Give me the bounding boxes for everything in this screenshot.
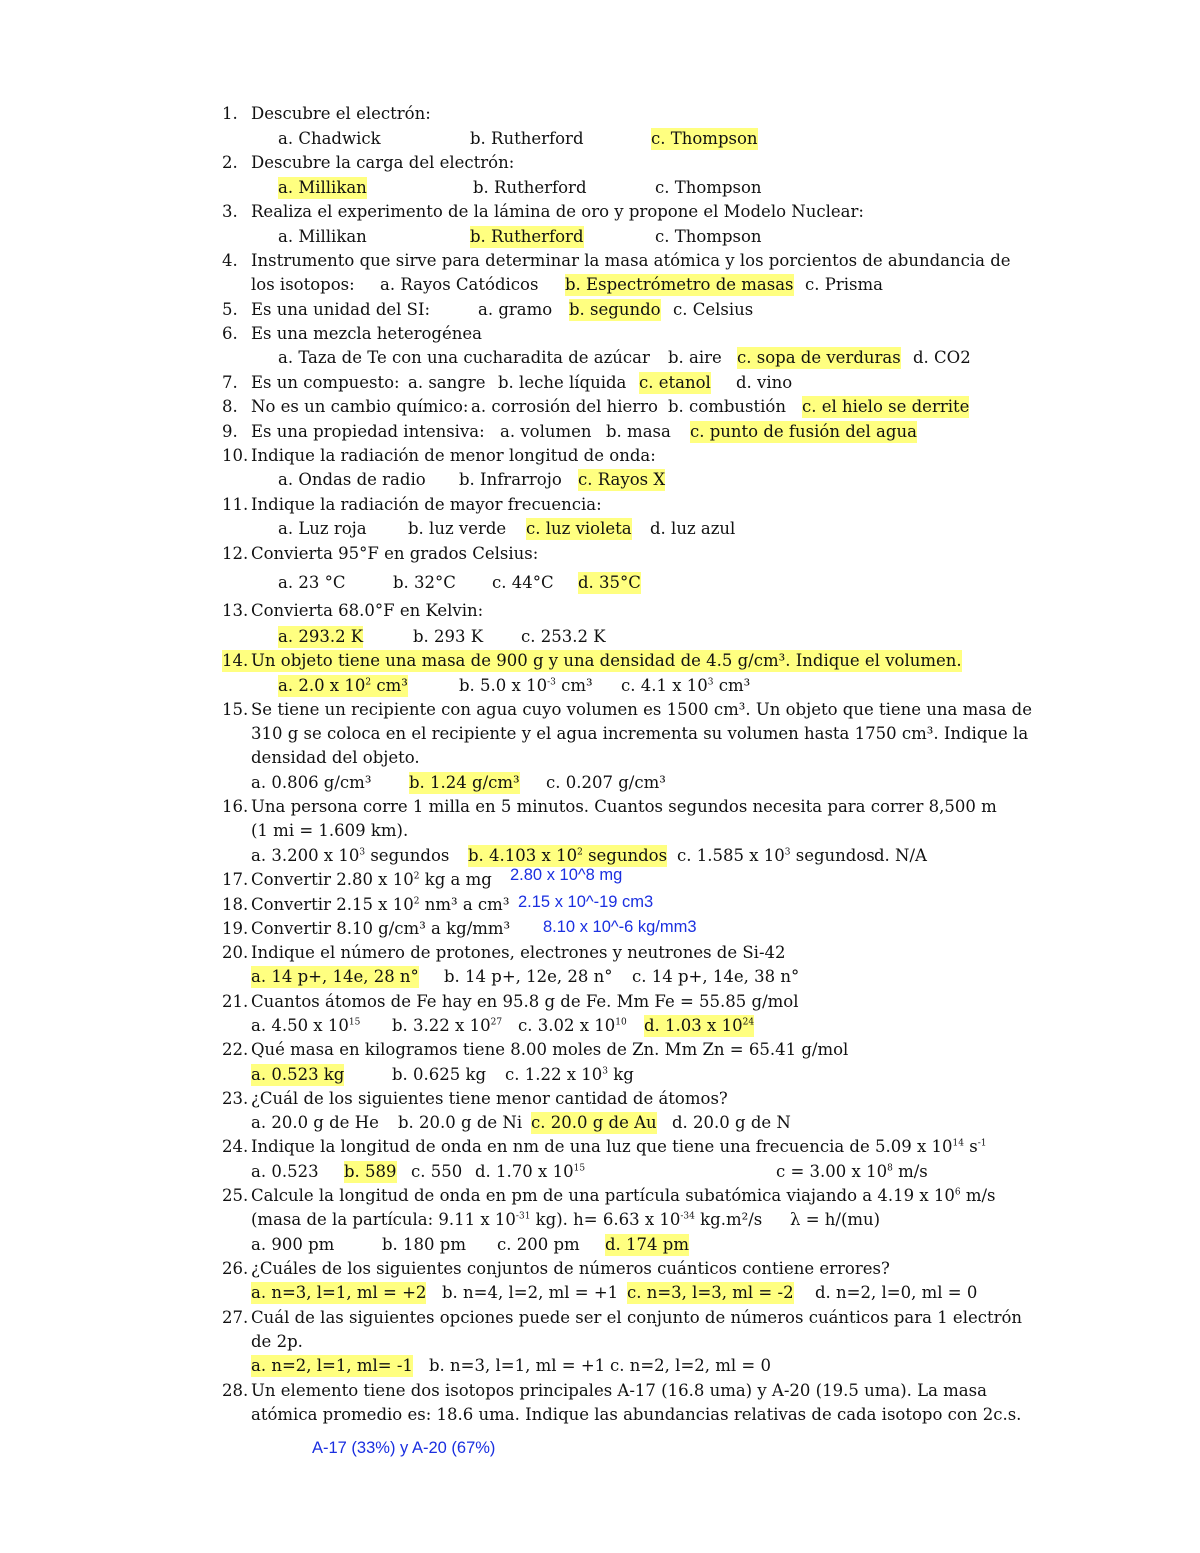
question-number: 28. <box>222 1381 249 1400</box>
written-answer: 2.80 x 10^8 mg <box>510 866 623 884</box>
option-a: a. sangre <box>408 373 486 392</box>
option-a-exponent: 3 <box>359 847 366 858</box>
option-b: b. Rutherford <box>470 129 584 148</box>
question-text-cont: 310 g se coloca en el recipiente y el agua incrementa su volumen hasta 1750 cm³. Indique la <box>251 724 1029 743</box>
option-c <box>677 845 875 867</box>
question-exponent: 2 <box>413 896 420 907</box>
question-text-unit: nm³ a cm³ <box>419 895 510 914</box>
question-number: 20. <box>222 943 249 962</box>
option-a: a. Chadwick <box>278 129 381 148</box>
question-number: 4. <box>222 251 238 270</box>
option-c: c. 44°C <box>492 573 554 592</box>
question-number: 25. <box>222 1186 249 1205</box>
option-a: a. corrosión del hierro <box>471 397 658 416</box>
note-exponent: 8 <box>887 1163 893 1174</box>
option-c: c. 550 <box>411 1162 463 1181</box>
question-unit-exponent: -1 <box>977 1138 987 1149</box>
option-c-answer: c. Rayos X <box>578 470 666 489</box>
option-d: d. 20.0 g de N <box>672 1113 791 1132</box>
option-a-answer: a. n=3, l=1, ml = +2 <box>251 1283 427 1302</box>
option-c: c. 14 p+, 14e, 38 n° <box>632 967 800 986</box>
option-b: b. Infrarrojo <box>459 470 562 489</box>
option-a-unit: segundos <box>365 846 450 865</box>
option-b-answer: b. Rutherford <box>470 227 584 246</box>
written-answer: A-17 (33%) y A-20 (67%) <box>312 1439 496 1457</box>
option-d <box>475 1161 585 1183</box>
question-text: Es un compuesto: <box>251 373 400 392</box>
option-b: b. 20.0 g de Ni <box>398 1113 523 1132</box>
option-b: b. masa <box>606 422 671 441</box>
option-b: b. 293 K <box>413 627 484 646</box>
question-number: 21. <box>222 992 249 1011</box>
option-c-answer: c. el hielo se derrite <box>802 397 970 416</box>
option-a: a. Ondas de radio <box>278 470 426 489</box>
question-text-cont: (1 mi = 1.609 km). <box>251 821 409 840</box>
option-a-answer: a. 14 p+, 14e, 28 n° <box>251 967 419 986</box>
option-a-text: a. 4.50 x 10 <box>251 1016 349 1035</box>
option-c-exponent: 3 <box>784 847 791 858</box>
question-text-main: Calcule la longitud de onda en pm de una partícula subatómica viajando a 4.19 x 10 <box>251 1186 955 1205</box>
written-answer: 2.15 x 10^-19 cm3 <box>518 893 654 911</box>
option-b: b. aire <box>668 348 722 367</box>
option-a: a. Luz roja <box>278 519 367 538</box>
question-text <box>251 869 492 891</box>
note-text: c = 3.00 x 10 <box>776 1162 888 1181</box>
question-text-cont <box>251 1209 762 1231</box>
question-number: 1. <box>222 104 238 123</box>
option-c: c. 253.2 K <box>521 627 606 646</box>
option-c-unit: segundos <box>790 846 875 865</box>
question-text: Cuál de las siguientes opciones puede ser el conjunto de números cuánticos para 1 electrón <box>251 1308 1023 1327</box>
question-number: 9. <box>222 422 238 441</box>
question-exponent: 6 <box>954 1187 961 1198</box>
question-text: Descubre el electrón: <box>251 104 431 123</box>
question-number: 5. <box>222 300 238 319</box>
question-text <box>251 894 509 916</box>
question-text: ¿Cuál de los siguientes tiene menor cantidad de átomos? <box>251 1089 728 1108</box>
option-a: a. 900 pm <box>251 1235 335 1254</box>
option-b-text: b. 5.0 x 10 <box>459 676 548 695</box>
question-text-cont: densidad del objeto. <box>251 748 420 767</box>
option-a: a. 20.0 g de He <box>251 1113 379 1132</box>
question-text: Es una mezcla heterogénea <box>251 324 482 343</box>
question-text: Una persona corre 1 milla en 5 minutos. Cuantos segundos necesita para correr 8,500 m <box>251 797 997 816</box>
option-a-exponent: 2 <box>365 677 372 688</box>
option-d: d. n=2, l=0, ml = 0 <box>815 1283 978 1302</box>
option-a: a. Millikan <box>278 227 367 246</box>
option-a: a. 0.523 <box>251 1162 319 1181</box>
option-a-answer: a. 293.2 K <box>278 627 364 646</box>
question-text: Realiza el experimento de la lámina de oro y propone el Modelo Nuclear: <box>251 202 864 221</box>
option-b-text: b. 4.103 x 10 <box>468 846 578 865</box>
question-text: Instrumento que sirve para determinar la masa atómica y los porcientos de abundancia de <box>251 251 1011 270</box>
option-a: a. volumen <box>500 422 592 441</box>
option-c-exponent: 10 <box>615 1017 627 1028</box>
question-number: 11. <box>222 495 249 514</box>
question-number: 14. <box>222 650 252 672</box>
question-number: 12. <box>222 544 249 563</box>
question-number: 3. <box>222 202 238 221</box>
question-number: 27. <box>222 1308 249 1327</box>
option-b-unit: cm³ <box>555 676 593 695</box>
option-b: b. combustión <box>668 397 786 416</box>
option-a-answer <box>278 675 408 697</box>
question-text: Descubre la carga del electrón: <box>251 153 515 172</box>
option-b: b. n=4, l=2, ml = +1 <box>442 1283 619 1302</box>
option-a: a. Taza de Te con una cucharadita de azúcar <box>278 348 650 367</box>
question-text: Convertir 8.10 g/cm³ a kg/mm³ <box>251 919 511 938</box>
option-c-answer: c. punto de fusión del agua <box>690 422 917 441</box>
option-d-text: d. 1.70 x 10 <box>475 1162 574 1181</box>
note-unit: m/s <box>892 1162 928 1181</box>
question-text <box>251 1185 996 1207</box>
option-c-text: c. 1.585 x 10 <box>677 846 785 865</box>
option-c: c. Celsius <box>673 300 754 319</box>
planck-unit: kg.m²/s <box>694 1210 763 1229</box>
option-c-unit: cm³ <box>713 676 751 695</box>
option-a-answer: a. 0.523 kg <box>251 1065 345 1084</box>
option-c-answer: c. luz violeta <box>526 519 632 538</box>
question-number: 16. <box>222 797 249 816</box>
question-exponent: 2 <box>413 871 420 882</box>
option-b-answer: b. 1.24 g/cm³ <box>409 773 520 792</box>
question-number: 8. <box>222 397 238 416</box>
option-b: b. luz verde <box>408 519 507 538</box>
question-text <box>251 1136 986 1158</box>
question-text: Qué masa en kilogramos tiene 8.00 moles de Zn. Mm Zn = 65.41 g/mol <box>251 1040 849 1059</box>
question-text: Indique el número de protones, electrones y neutrones de Si-42 <box>251 943 786 962</box>
option-b-exponent: -3 <box>547 677 556 688</box>
written-answer: 8.10 x 10^-6 kg/mm3 <box>543 918 697 936</box>
question-number: 19. <box>222 919 249 938</box>
option-c-exponent: 3 <box>707 677 714 688</box>
option-c-exponent: 3 <box>602 1066 608 1077</box>
option-c: c. n=2, l=2, ml = 0 <box>610 1356 771 1375</box>
question-number: 17. <box>222 870 249 889</box>
option-d: d. CO2 <box>913 348 971 367</box>
option-b-answer: b. Espectrómetro de masas <box>565 275 794 294</box>
question-text-main: Indique la longitud de onda en nm de una luz que tiene una frecuencia de 5.09 x 10 <box>251 1137 953 1156</box>
option-c: c. Thompson <box>655 178 762 197</box>
speed-of-light-note <box>776 1161 928 1183</box>
question-number: 18. <box>222 895 249 914</box>
mass-text: (masa de la partícula: 9.11 x 10 <box>251 1210 516 1229</box>
option-c-answer: c. n=3, l=3, ml = -2 <box>627 1283 794 1302</box>
question-number: 7. <box>222 373 238 392</box>
question-text-cont: de 2p. <box>251 1332 303 1351</box>
option-d-exponent: 15 <box>573 1163 586 1174</box>
question-text: Indique la radiación de menor longitud de onda: <box>251 446 656 465</box>
option-a-exponent: 15 <box>348 1017 361 1028</box>
option-d-answer: d. 35°C <box>578 573 641 592</box>
option-c-answer: c. 20.0 g de Au <box>531 1113 657 1132</box>
option-b: b. 32°C <box>393 573 456 592</box>
option-c <box>621 675 750 697</box>
question-number: 2. <box>222 153 238 172</box>
question-text-main: Convertir 2.80 x 10 <box>251 870 414 889</box>
option-d-exponent: 24 <box>742 1017 755 1028</box>
option-b-exponent: 2 <box>577 847 583 858</box>
option-a: a. Rayos Catódicos <box>380 275 539 294</box>
question-text: Se tiene un recipiente con agua cuyo volumen es 1500 cm³. Un objeto que tiene una masa de <box>251 700 1032 719</box>
question-number: 23. <box>222 1089 249 1108</box>
option-c: c. 200 pm <box>497 1235 580 1254</box>
question-text-unit: s <box>963 1137 978 1156</box>
question-text: Un objeto tiene una masa de 900 g y una densidad de 4.5 g/cm³. Indique el volumen. <box>251 651 962 670</box>
question-text: No es un cambio químico: <box>251 397 469 416</box>
option-c-unit: kg <box>608 1065 634 1084</box>
option-c-answer: c. sopa de verduras <box>737 348 901 367</box>
option-b: b. leche líquida <box>498 373 627 392</box>
option-b-unit: segundos <box>582 846 668 865</box>
option-a: a. gramo <box>478 300 553 319</box>
option-d-answer <box>644 1015 754 1037</box>
question-number: 10. <box>222 446 249 465</box>
option-a-answer: a. Millikan <box>278 178 367 197</box>
option-b: b. Rutherford <box>473 178 587 197</box>
planck-text: kg). h= 6.63 x 10 <box>530 1210 681 1229</box>
option-b <box>392 1015 502 1037</box>
option-c: c. 0.207 g/cm³ <box>546 773 666 792</box>
question-number: 15. <box>222 700 249 719</box>
option-d-text: d. 1.03 x 10 <box>644 1016 743 1035</box>
option-c: c. Prisma <box>805 275 883 294</box>
option-b: b. n=3, l=1, ml = +1 <box>429 1356 606 1375</box>
question-text-unit: kg a mg <box>419 870 492 889</box>
option-b-exponent: 27 <box>490 1017 503 1028</box>
option-c: c. Thompson <box>655 227 762 246</box>
option-c <box>518 1015 627 1037</box>
option-c <box>505 1064 634 1086</box>
option-c-text: c. 4.1 x 10 <box>621 676 708 695</box>
option-c-text: c. 1.22 x 10 <box>505 1065 603 1084</box>
option-a: a. 0.806 g/cm³ <box>251 773 372 792</box>
option-b: b. 14 p+, 12e, 28 n° <box>444 967 613 986</box>
question-text-unit: m/s <box>960 1186 996 1205</box>
option-b-text: b. 3.22 x 10 <box>392 1016 491 1035</box>
option-d: d. vino <box>736 373 793 392</box>
question-text: Indique la radiación de mayor frecuencia: <box>251 495 602 514</box>
question-text-cont: los isotopos: <box>251 275 355 294</box>
planck-exponent: -34 <box>680 1211 695 1222</box>
option-a-text: a. 3.200 x 10 <box>251 846 360 865</box>
option-d-answer: d. 174 pm <box>605 1235 689 1254</box>
question-text: Convierta 68.0°F en Kelvin: <box>251 601 484 620</box>
question-text: ¿Cuáles de los siguientes conjuntos de números cuánticos contiene errores? <box>251 1259 890 1278</box>
question-number: 22. <box>222 1040 249 1059</box>
question-number: 24. <box>222 1137 249 1156</box>
option-a-answer: a. n=2, l=1, ml= -1 <box>251 1356 413 1375</box>
question-text: Cuantos átomos de Fe hay en 95.8 g de Fe. Mm Fe = 55.85 g/mol <box>251 992 799 1011</box>
option-d: d. luz azul <box>650 519 736 538</box>
question-text: Es una unidad del SI: <box>251 300 431 319</box>
question-exponent: 14 <box>952 1138 964 1149</box>
question-text: Un elemento tiene dos isotopos principales A-17 (16.8 uma) y A-20 (19.5 uma). La masa <box>251 1381 987 1400</box>
option-c-answer: c. Thompson <box>651 129 758 148</box>
question-number: 6. <box>222 324 238 343</box>
option-b: b. 0.625 kg <box>392 1065 487 1084</box>
mass-exponent: -31 <box>515 1211 531 1222</box>
option-b: b. 180 pm <box>382 1235 466 1254</box>
option-b <box>459 675 593 697</box>
option-c-text: c. 3.02 x 10 <box>518 1016 616 1035</box>
option-b-answer: b. 589 <box>344 1162 397 1181</box>
option-c-answer: c. etanol <box>639 373 711 392</box>
option-a-text: a. 2.0 x 10 <box>278 676 366 695</box>
question-number: 13. <box>222 601 249 620</box>
option-a-unit: cm³ <box>371 676 408 695</box>
question-text-cont: atómica promedio es: 18.6 uma. Indique las abundancias relativas de cada isotopo con 2c.s. <box>251 1405 1022 1424</box>
option-a <box>251 845 449 867</box>
question-text: Convierta 95°F en grados Celsius: <box>251 544 539 563</box>
option-a <box>251 1015 360 1037</box>
option-b-answer: b. segundo <box>569 300 661 319</box>
question-text: Es una propiedad intensiva: <box>251 422 485 441</box>
option-a: a. 23 °C <box>278 573 346 592</box>
de-broglie-formula: λ = h/(mu) <box>790 1210 881 1229</box>
option-d: d. N/A <box>874 846 927 865</box>
question-text-main: Convertir 2.15 x 10 <box>251 895 414 914</box>
question-number: 26. <box>222 1259 249 1278</box>
